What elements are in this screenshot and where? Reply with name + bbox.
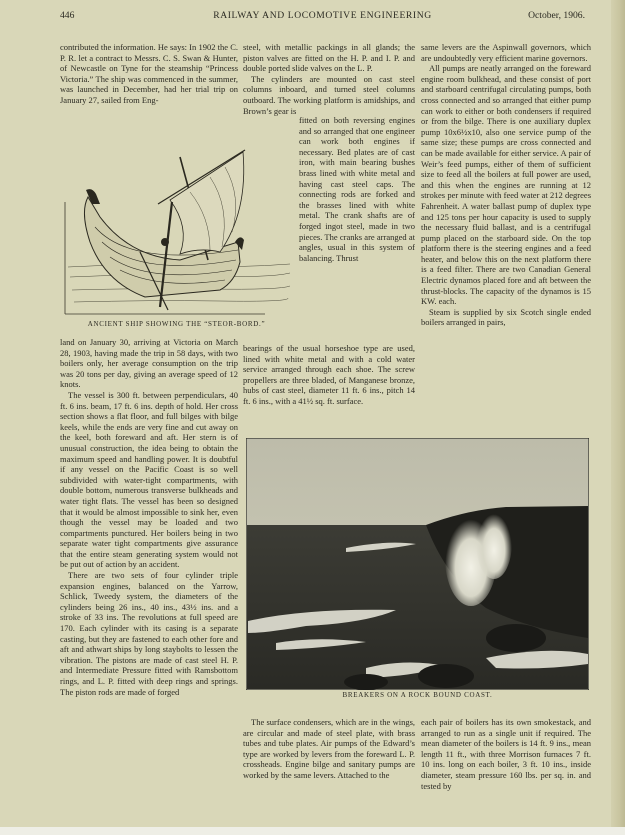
paragraph: The surface condensers, which are in the wings, are circular and made of steel plate, with brass tubes and tube plates. Air pumps of the Edward’s type are worked by levers from the foreward L. P. crossheads. Engine bilge and sanitary pumps are worked by the same levers. Attached to the bbox=[243, 717, 415, 780]
paragraph: bearings of the usual horseshoe type are used, lined with white metal and with a cold water service arranged through each shoe. The screw propellers are three bladed, of Manganese bronze, hubs of cast steel, diameter 11 ft. 6 ins., pitch 14 ft. 6 ins., with a 41½ sq. ft. surface. bbox=[243, 343, 415, 406]
column-2-bottom bbox=[243, 717, 415, 781]
paragraph: The vessel is 300 ft. between perpendiculars, 40 ft. 6 ins. beam, 17 ft. 6 ins. depth of hold. Her cross section shows a flat floor, and full bilges with bilge keels, while the ends are very fine and cut away on the keel, both foreward and aft. Her stern is of unusual construction, the idea being to obtain the maximum speed and handling power. It is doubtful if any vessel on the Pacific Coast is so well subdivided with water-tight compartments, with double bottom, numerous transverse bulkheads and water tight flats. The vessel has been so designed that it would be almost impossible to sink her, even though the vessel may be loaded and two compartments punctured. Her boilers being in two separate water tight compartments give assurance that the entire steam generating system would not be put out of action by an accident. bbox=[60, 389, 238, 570]
figure-ancient-ship bbox=[60, 142, 293, 328]
paragraph: same levers are the Aspinwall governors, which are undoubtedly very efficient marine governors. bbox=[421, 42, 591, 63]
paragraph: contributed the information. He says: In 1902 the C. P. R. let a contract to Messrs. C. S. Swan & Hunter, of Newcastle on Tyne for the steamship “Princess Victoria.” The ship was commenced in the summer, was launched in December, had her trial trip on January 27, sailed from Eng- bbox=[60, 42, 238, 105]
figure-breakers bbox=[246, 438, 589, 700]
breakers-photograph bbox=[246, 438, 589, 690]
page-edge-shadow bbox=[611, 0, 625, 835]
column-1-bottom bbox=[60, 337, 238, 697]
column-3-top bbox=[421, 42, 591, 328]
column-2-top bbox=[243, 42, 415, 116]
figure-caption: ANCIENT SHIP SHOWING THE “STEOR-BORD.” bbox=[87, 320, 266, 328]
journal-title: RAILWAY AND LOCOMOTIVE ENGINEERING bbox=[213, 10, 432, 21]
paragraph: steel, with metallic packings in all glands; the piston valves are fitted on the H. P. and I. P. and double ported slide valves on the L. P. bbox=[243, 42, 415, 74]
paragraph: The cylinders are mounted on cast steel columns inboard, and turned steel columns outboard. The working platform is amidships, and Brown’s gear is bbox=[243, 73, 415, 116]
paragraph: fitted on both reversing engines and so arranged that one engineer can work both engines if necessary. Bed plates are of cast iron, with main bearing bushes brass lined with white metal and having cast steel caps. The connecting rods are forked and the brasses lined with white metal. The crank shafts are of forged ingot steel, made in two pieces. The cranks are arranged at angles, usual in this system of balancing. Thrust bbox=[299, 115, 415, 263]
column-2-beside-figure bbox=[299, 115, 415, 263]
page-number: 446 bbox=[60, 10, 75, 21]
paragraph: Steam is supplied by six Scotch single ended boilers arranged in pairs, bbox=[421, 306, 591, 328]
column-2-middle bbox=[243, 343, 415, 407]
paragraph: each pair of boilers has its own smokestack, and arranged to run as a single unit if required. The mean diameter of the boilers is 14 ft. 9 ins., mean length 11 ft., with three Morrison furnaces 7 ft. 10 ins. long on each boiler, 3 ft. 10 ins., inside diameter, steam pressure 160 lbs. per sq. in. and tested by bbox=[421, 717, 591, 791]
issue-date: October, 1906. bbox=[528, 10, 585, 21]
page-bottom-edge bbox=[0, 827, 625, 835]
running-header bbox=[60, 10, 585, 24]
paragraph: All pumps are neatly arranged on the foreward engine room bulkhead, and these consist of port and starboard centrifugal circulating pumps, both cross connected and so arranged that either pump can work to either or both condensers if required or from the bilge. There is one auxiliary duplex pump 10x6½x10, also one service pump of the same size; these pumps are cross connected and can be made available for either service. A pair of Weir’s feed pumps, either of them of sufficient size to feed all the boilers at full power are used, and this when the engines are running at 12 strokes per minute with feed water at 212 degrees Fahrenheit. A water ballast pump of duplex type and 125 tons per hour capacity is used to supply the necessary fluid ballast, and is a centrifugal pump placed on the starboard side. On the top platform there is the steering engines and a feed heater, and below this on the next platform there is a feed filter. There are two Canadian General Electric dynamos placed fore and aft between the thrust-blocks. The capacity of the dynamos is 15 KW. each. bbox=[421, 63, 591, 307]
paragraph: There are two sets of four cylinder triple expansion engines, balanced on the Yarrow, Schlick, Tweedy system, the diameters of the cylinders being 26 ins., 40 ins., 43½ ins. and a stroke of 33 ins. The revolutions at full speed are 170. Each cylinder with its casing is a separate casting, but they are fastened to each other fore and aft and athwart ships by long staybolts to lessen the vibration. The pistons are made of cast steel H. P. and Intermediate Pressure fitted with Ramsbottom rings, and L. P. fitted with deep rings and springs. The piston rods are made of forged bbox=[60, 570, 238, 697]
figure-caption: BREAKERS ON A ROCK BOUND COAST. bbox=[342, 691, 493, 699]
ancient-ship-illustration bbox=[60, 142, 293, 318]
paragraph: land on January 30, arriving at Victoria on March 28, 1903, having made the trip in 58 days, with two boilers only, her average consumption on the trip was 20 tons per day, giving an average speed of 12 knots. bbox=[60, 337, 238, 390]
column-3-bottom bbox=[421, 717, 591, 791]
column-1-top bbox=[60, 42, 238, 106]
